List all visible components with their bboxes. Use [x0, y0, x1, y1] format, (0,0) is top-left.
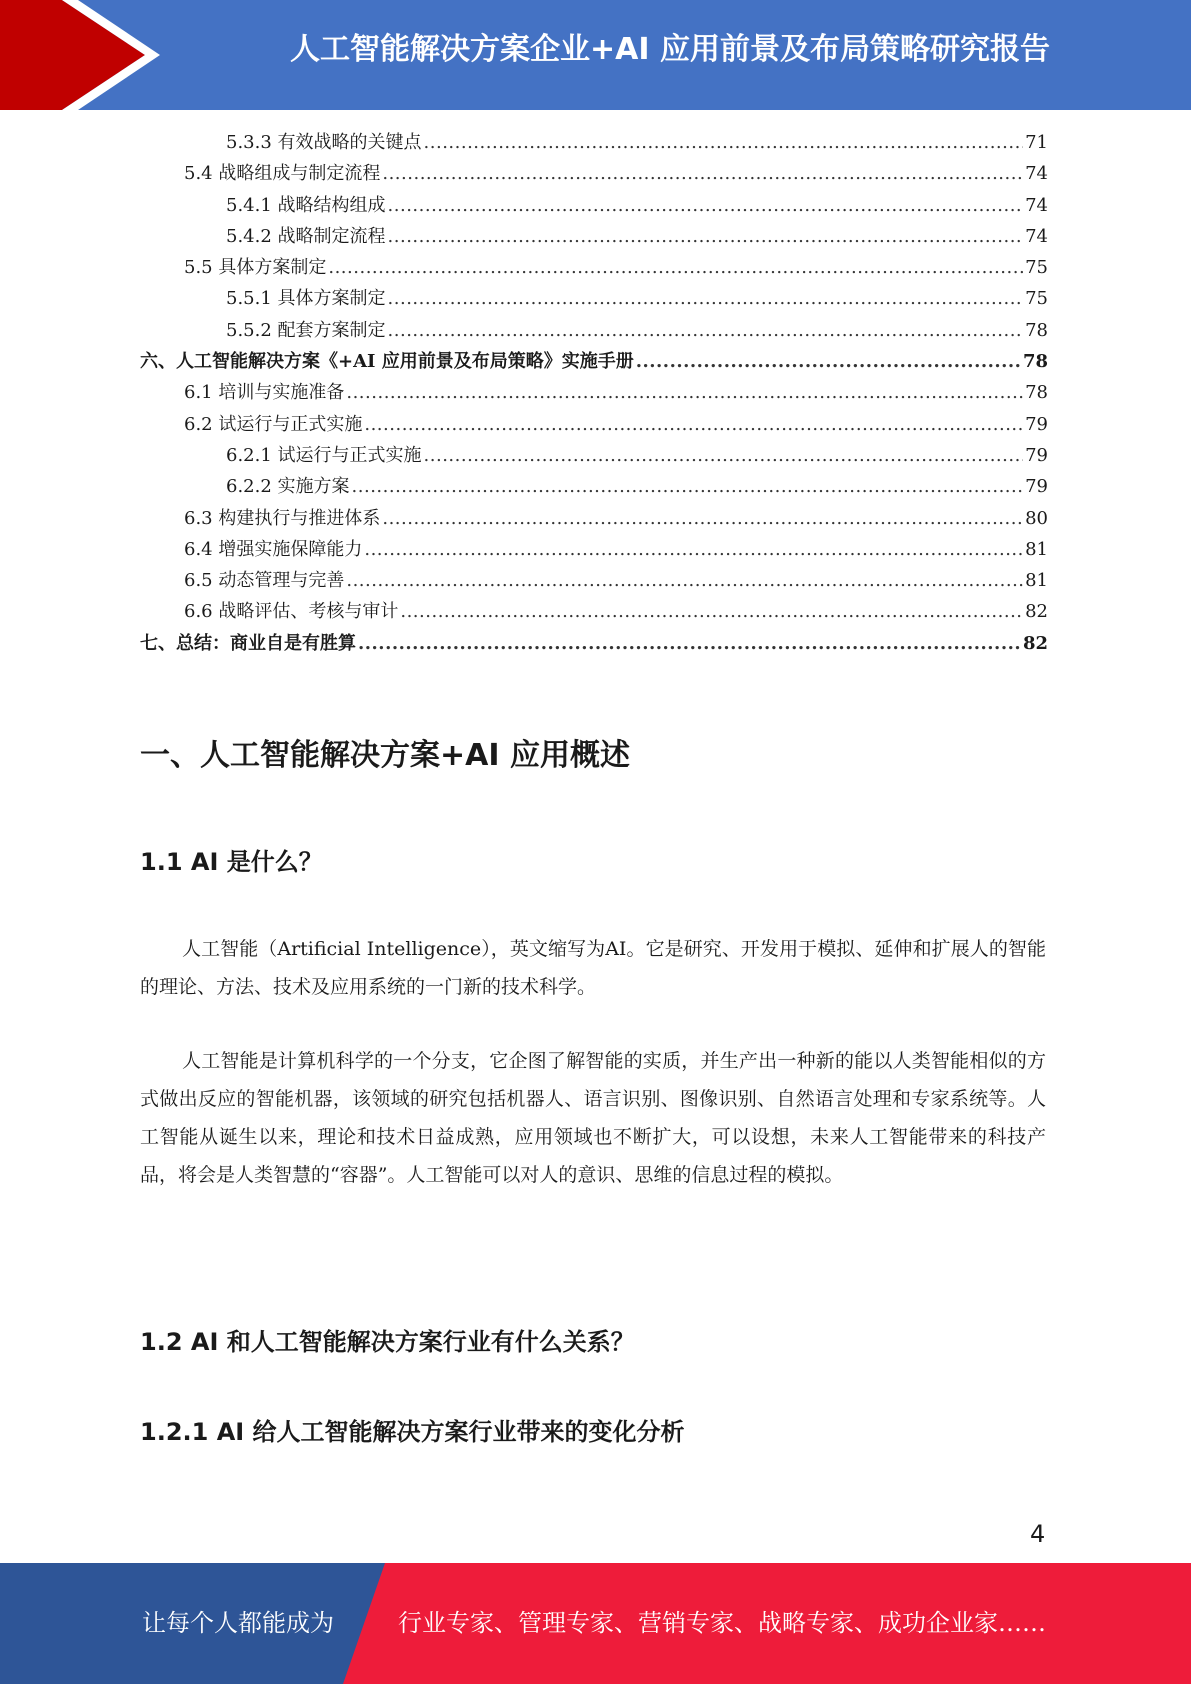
footer-slogan-left: 让每个人都能成为	[142, 1609, 334, 1637]
toc-leader-dots	[346, 570, 1023, 591]
toc-entry-label: 6.6 战略评估、考核与审计	[184, 601, 399, 623]
toc-entry-label: 5.4 战略组成与制定流程	[184, 163, 381, 185]
toc-entry-label: 6.4 增强实施保障能力	[184, 538, 363, 560]
toc-entry-page: 74	[1025, 225, 1048, 247]
toc-entry[interactable]	[140, 316, 1048, 347]
toc-entry-label: 5.3.3 有效战略的关键点	[226, 132, 422, 153]
toc-entry[interactable]	[140, 128, 1048, 159]
toc-leader-dots	[364, 414, 1023, 435]
toc-entry[interactable]	[140, 441, 1048, 472]
table-of-contents	[140, 128, 1048, 660]
report-title: 人工智能解决方案企业+AI 应用前景及布局策略研究报告	[290, 32, 1050, 67]
toc-entry-label: 6.2 试运行与正式实施	[184, 413, 363, 435]
chapter-heading: 一、人工智能解决方案+AI 应用概述	[140, 738, 630, 773]
toc-entry-page: 78	[1022, 351, 1048, 373]
toc-entry-page: 71	[1025, 132, 1048, 153]
toc-entry-page: 75	[1025, 288, 1048, 310]
toc-entry-label: 七、总结：商业自是有胜算	[140, 632, 356, 654]
toc-leader-dots	[636, 351, 1021, 372]
toc-leader-dots	[388, 288, 1024, 309]
toc-entry[interactable]	[140, 410, 1048, 441]
toc-entry-page: 79	[1025, 476, 1048, 498]
toc-entry-page: 75	[1025, 257, 1048, 279]
page-footer	[0, 1563, 1191, 1684]
toc-entry-page: 74	[1025, 163, 1048, 185]
section-heading-1-2-1: 1.2.1 AI 给人工智能解决方案行业带来的变化分析	[140, 1418, 685, 1446]
toc-entry-page: 82	[1025, 601, 1048, 623]
toc-entry-page: 78	[1025, 382, 1048, 404]
toc-entry-label: 6.1 培训与实施准备	[184, 382, 345, 404]
toc-entry[interactable]	[140, 191, 1048, 222]
toc-entry[interactable]	[140, 597, 1048, 628]
paragraph-ai-branch: 人工智能是计算机科学的一个分支，它企图了解智能的实质，并生产出一种新的能以人类智能相似的方式做出反应的智能机器，该领域的研究包括机器人、语言识别、图像识别、自然语言处理和专家系统等。人工智能从诞生以来，理论和技术日益成熟，应用领域也不断扩大，可以设想，未来人工智能带来的科技产品，将会是人类智慧的“容器”。人工智能可以对人的意识、思维的信息过程的模拟。	[140, 1050, 1046, 1186]
toc-leader-dots	[424, 132, 1024, 153]
toc-entry[interactable]	[140, 284, 1048, 315]
toc-entry-label: 6.2.1 试运行与正式实施	[226, 444, 422, 466]
toc-entry[interactable]	[140, 472, 1048, 503]
page-number: 4	[1030, 1520, 1046, 1548]
toc-leader-dots	[346, 382, 1023, 403]
section-heading-1-1: 1.1 AI 是什么？	[140, 848, 323, 876]
toc-entry-page: 78	[1025, 319, 1048, 341]
toc-entry-label: 6.5 动态管理与完善	[184, 570, 345, 592]
toc-entry-page: 79	[1025, 444, 1048, 466]
toc-leader-dots	[388, 320, 1024, 341]
paragraph-ai-definition: 人工智能（Artificial Intelligence），英文缩写为AI。它是研究、开发用于模拟、延伸和扩展人的智能的理论、方法、技术及应用系统的一门新的技术科学。	[140, 938, 1046, 998]
toc-entry-page: 81	[1025, 538, 1048, 560]
toc-entry-label: 5.5 具体方案制定	[184, 257, 327, 279]
toc-entry-label: 5.5.2 配套方案制定	[226, 319, 386, 341]
toc-entry-page: 80	[1025, 507, 1048, 529]
toc-leader-dots	[388, 195, 1024, 216]
toc-entry[interactable]	[140, 629, 1048, 660]
toc-entry-page: 81	[1025, 570, 1048, 592]
toc-leader-dots	[328, 257, 1023, 278]
toc-entry[interactable]	[140, 535, 1048, 566]
toc-leader-dots	[352, 476, 1024, 497]
toc-leader-dots	[382, 163, 1023, 184]
toc-leader-dots	[364, 539, 1023, 560]
toc-leader-dots	[424, 445, 1024, 466]
toc-entry-label: 6.3 构建执行与推进体系	[184, 507, 381, 529]
toc-entry[interactable]	[140, 504, 1048, 535]
toc-entry-label: 六、人工智能解决方案《+AI 应用前景及布局策略》实施手册	[140, 351, 634, 373]
page-header	[0, 0, 1191, 110]
toc-entry-page: 74	[1025, 194, 1048, 216]
toc-entry-page: 82	[1022, 632, 1048, 654]
toc-leader-dots	[358, 633, 1021, 654]
toc-leader-dots	[382, 508, 1023, 529]
toc-entry[interactable]	[140, 253, 1048, 284]
toc-entry-page: 79	[1025, 413, 1048, 435]
toc-leader-dots	[388, 226, 1024, 247]
section-heading-1-2: 1.2 AI 和人工智能解决方案行业有什么关系？	[140, 1328, 635, 1356]
toc-entry-label: 5.4.1 战略结构组成	[226, 194, 386, 216]
toc-entry[interactable]	[140, 566, 1048, 597]
toc-entry[interactable]	[140, 159, 1048, 190]
toc-leader-dots	[400, 601, 1023, 622]
toc-entry[interactable]	[140, 378, 1048, 409]
toc-entry-label: 6.2.2 实施方案	[226, 476, 350, 498]
toc-entry-label: 5.4.2 战略制定流程	[226, 225, 386, 247]
toc-entry-label: 5.5.1 具体方案制定	[226, 288, 386, 310]
toc-entry[interactable]	[140, 347, 1048, 378]
footer-slogan-right: 行业专家、管理专家、营销专家、战略专家、成功企业家……	[398, 1609, 1046, 1637]
toc-entry[interactable]	[140, 222, 1048, 253]
